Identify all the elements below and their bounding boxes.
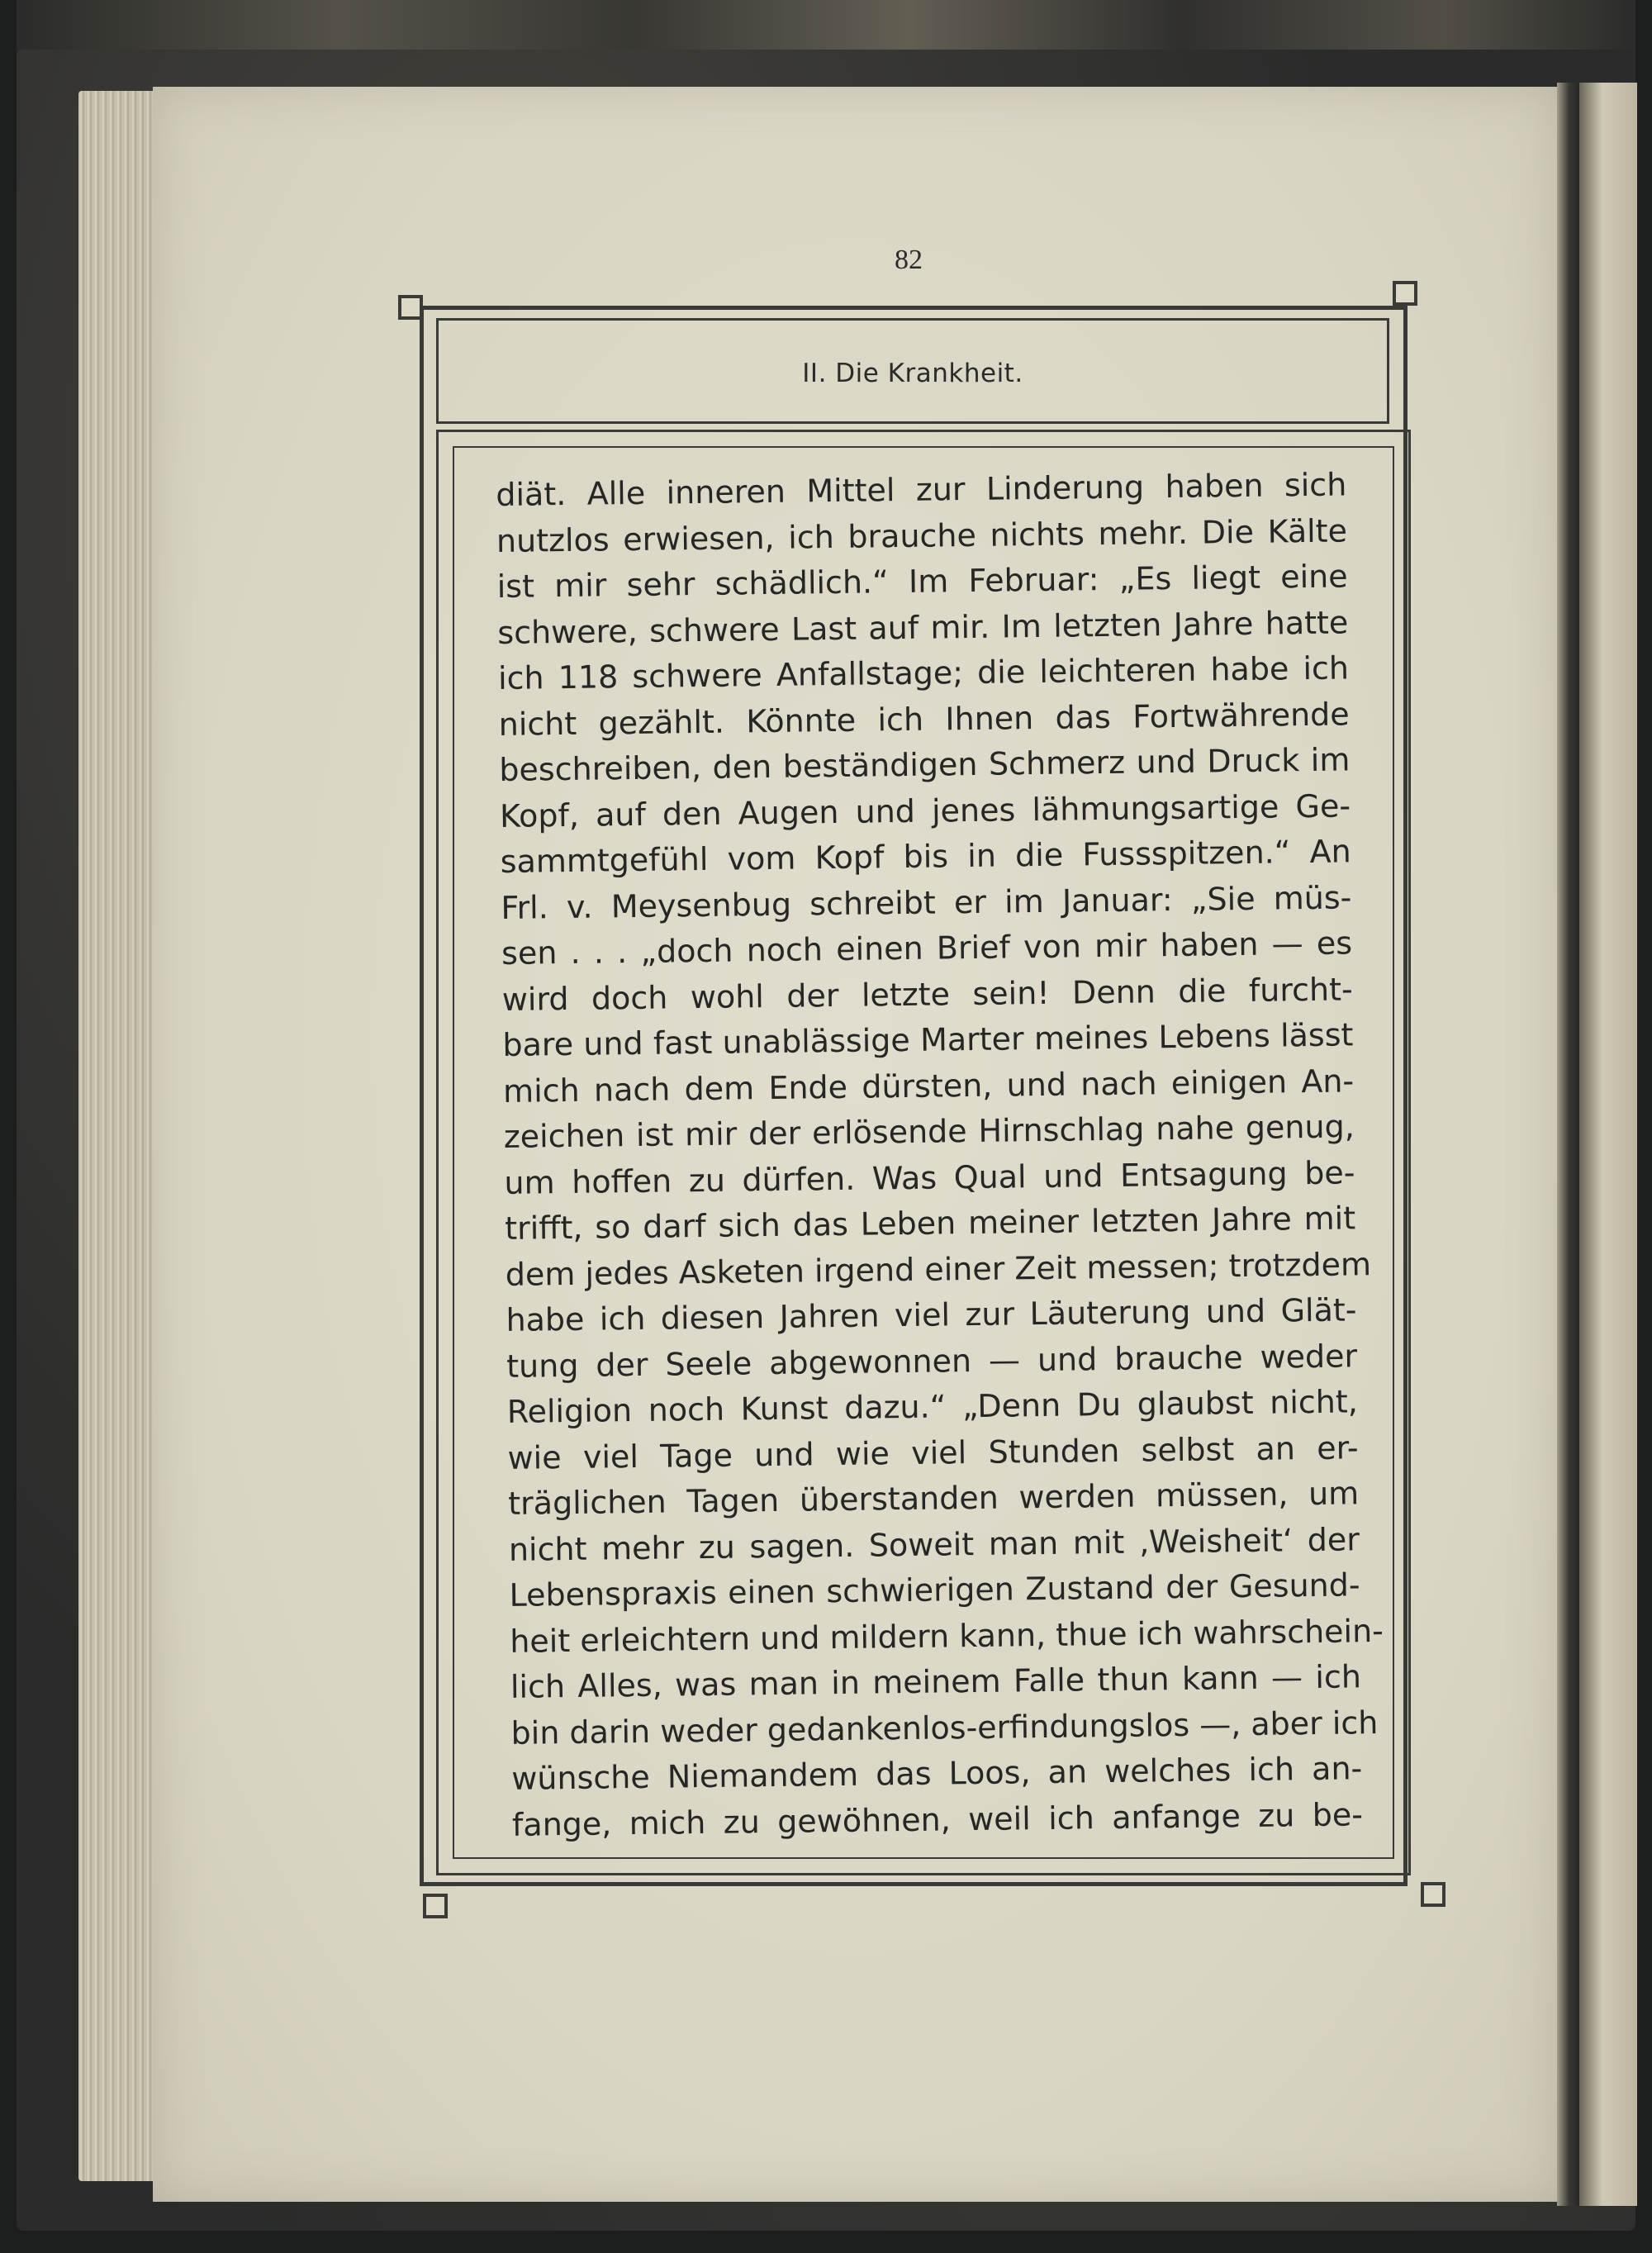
body-text — [496, 462, 1384, 1847]
running-header: II. Die Krankheit. — [802, 359, 1023, 388]
text-line: zeichen ist mir der erlösende Hirnschlag nahe genug, — [503, 1108, 1355, 1155]
text-line: bin darin weder gedankenlos-erfindungslos —, aber ich — [510, 1704, 1379, 1752]
text-line: nicht gezählt. Könnte ich Ihnen das Fortwährende — [498, 695, 1350, 743]
facing-page-edge — [1579, 83, 1637, 2206]
text-line: träglichen Tagen überstanden werden müssen, um — [507, 1475, 1360, 1522]
text-line: sammtgefühl vom Kopf bis in die Fussspitzen.“ An — [500, 833, 1351, 880]
text-line: fange, mich zu gewöhnen, weil ich anfange zu be- — [511, 1795, 1364, 1843]
text-line: trifft, so darf sich das Leben meiner letzten Jahre mit — [504, 1200, 1356, 1247]
text-line: wünsche Niemandem das Loos, an welches ich an- — [511, 1750, 1363, 1797]
page-number: 82 — [895, 245, 923, 275]
text-line: wird doch wohl der letzte sein! Denn die furcht- — [501, 970, 1353, 1018]
frame-corner-bottom-right — [1421, 1882, 1446, 1907]
text-line: ich 118 schwere Anfallstage; die leichteren habe ich — [497, 649, 1350, 696]
text-line: Religion noch Kunst dazu.“ „Denn Du glaubst nicht, — [506, 1383, 1359, 1430]
text-line: diät. Alle inneren Mittel zur Linderung haben sich — [496, 466, 1347, 513]
text-line: Kopf, auf den Augen und jenes lähmungsartige Ge- — [499, 787, 1351, 834]
text-line: habe ich diesen Jahren viel zur Läuterung und Glät- — [506, 1291, 1357, 1338]
text-line: sen . . . „doch noch einen Brief von mir haben — es — [501, 924, 1353, 972]
text-line: lich Alles, was man in meinem Falle thun kann — ich — [510, 1658, 1362, 1705]
text-line: beschreiben, den beständigen Schmerz und Druck im — [499, 741, 1351, 788]
frame-corner-top-left — [398, 295, 423, 320]
frame-corner-top-right — [1393, 281, 1417, 306]
text-line: tung der Seele abgewonnen — und brauche weder — [506, 1337, 1358, 1385]
text-line: Lebenspraxis einen schwierigen Zustand der Gesund- — [509, 1566, 1360, 1614]
text-line: dem jedes Asketen irgend einer Zeit messen; trotzdem — [505, 1245, 1372, 1293]
text-line: heit erleichtern und mildern kann, thue ich wahrschein- — [510, 1612, 1384, 1660]
page-edges — [78, 91, 157, 2181]
text-line: schwere, schwere Last auf mir. Im letzten Jahre hatte — [497, 603, 1349, 651]
text-line: wie viel Tage und wie viel Stunden selbst an er- — [507, 1428, 1359, 1476]
text-line: mich nach dem Ende dürsten, und nach einigen An- — [502, 1062, 1355, 1110]
text-line: um hoffen zu dürfen. Was Qual und Entsagung be- — [504, 1153, 1355, 1201]
frame-corner-bottom-left — [423, 1894, 448, 1918]
text-line: nutzlos erwiesen, ich brauche nichts mehr. Die Kälte — [496, 511, 1348, 559]
text-line: nicht mehr zu sagen. Soweit man mit ‚Weisheit‘ der — [508, 1520, 1360, 1568]
text-line: Frl. v. Meysenbug schreibt er im Januar: „Sie müs- — [501, 878, 1352, 926]
text-line: bare und fast unablässige Marter meines Lebens lässt — [502, 1016, 1354, 1063]
text-line: ist mir sehr schädlich.“ Im Februar: „Es liegt eine — [496, 558, 1348, 605]
